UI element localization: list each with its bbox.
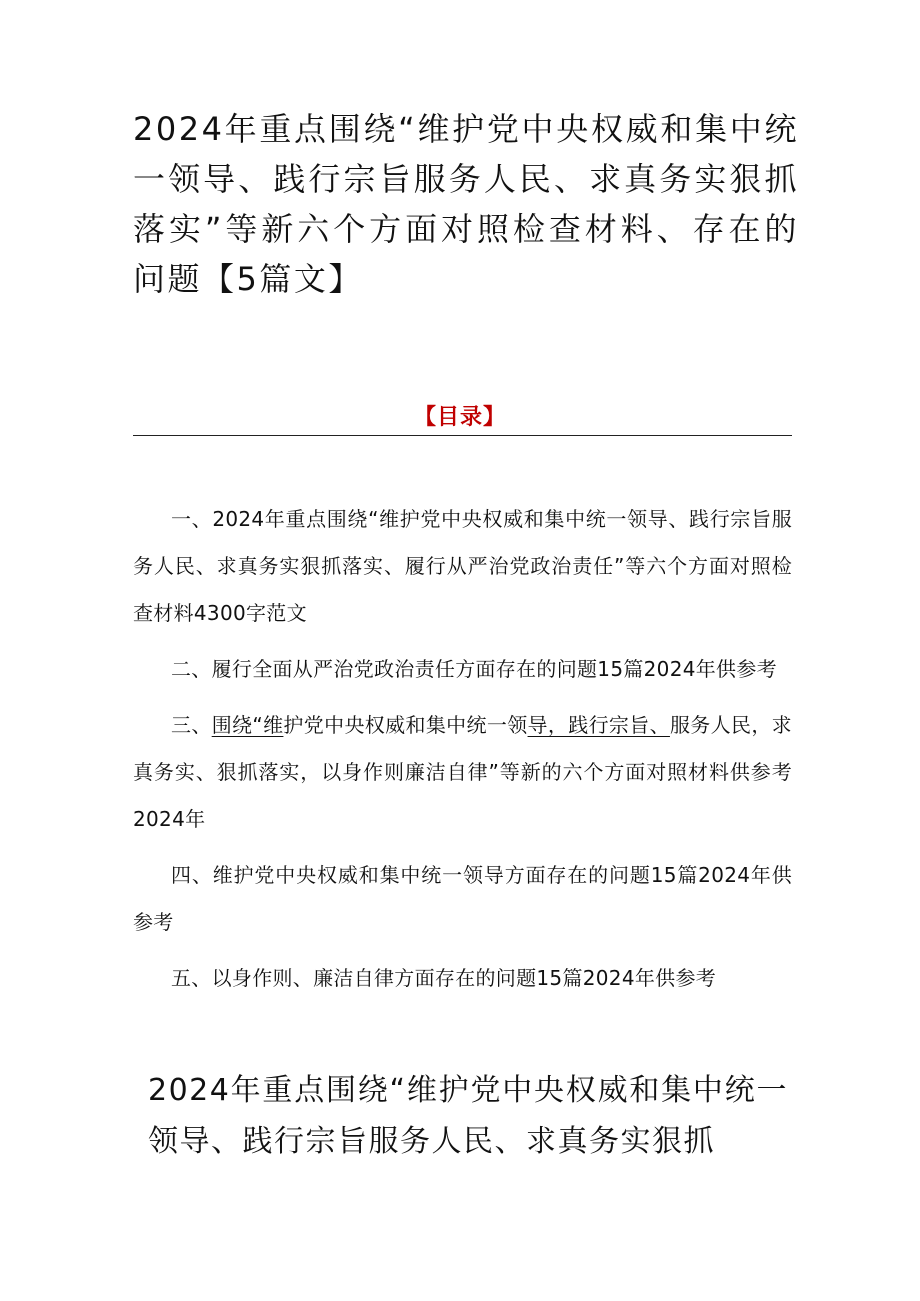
toc-item-3-underlined-2: 导，践行宗旨、 [527, 713, 670, 737]
toc-divider [133, 435, 792, 436]
toc-item-4[interactable]: 四、维护党中央权威和集中统一领导方面存在的问题15篇2024年供参考 [133, 863, 792, 934]
section-title: 2024年重点围绕“维护党中央权威和集中统一领导、践行宗旨服务人民、求真务实狠抓 [148, 1073, 788, 1159]
toc-item-3[interactable] [133, 702, 792, 843]
toc-item-3-suffix: 服务人民，求真务实、狠抓落实，以身作则廉洁自律”等新的六个方面对照材料供参考2024年 [133, 713, 792, 831]
toc-heading: 【目录】 [413, 405, 506, 430]
toc-item-5[interactable]: 五、以身作则、廉洁自律方面存在的问题15篇2024年供参考 [171, 966, 717, 990]
document-title: 2024年重点围绕“维护党中央权威和集中统一领导、践行宗旨服务人民、求真务实狠抓落实”等新六个方面对照检查材料、存在的问题【5篇文】 [133, 110, 799, 298]
toc-item-2[interactable]: 二、履行全面从严治党政治责任方面存在的问题15篇2024年供参考 [171, 657, 777, 681]
toc-item-3-prefix: 三、 [171, 713, 212, 737]
toc-item-3-middle: 护党中央权威和集中统一领 [283, 713, 528, 737]
toc-item-1[interactable]: 一、2024年重点围绕“维护党中央权威和集中统一领导、践行宗旨服务人民、求真务实狠抓落实、履行从严治党政治责任”等六个方面对照检查材料4300字范文 [133, 507, 792, 625]
table-of-contents [133, 496, 792, 1011]
toc-item-3-underlined-1: 围绕“维 [211, 713, 284, 737]
